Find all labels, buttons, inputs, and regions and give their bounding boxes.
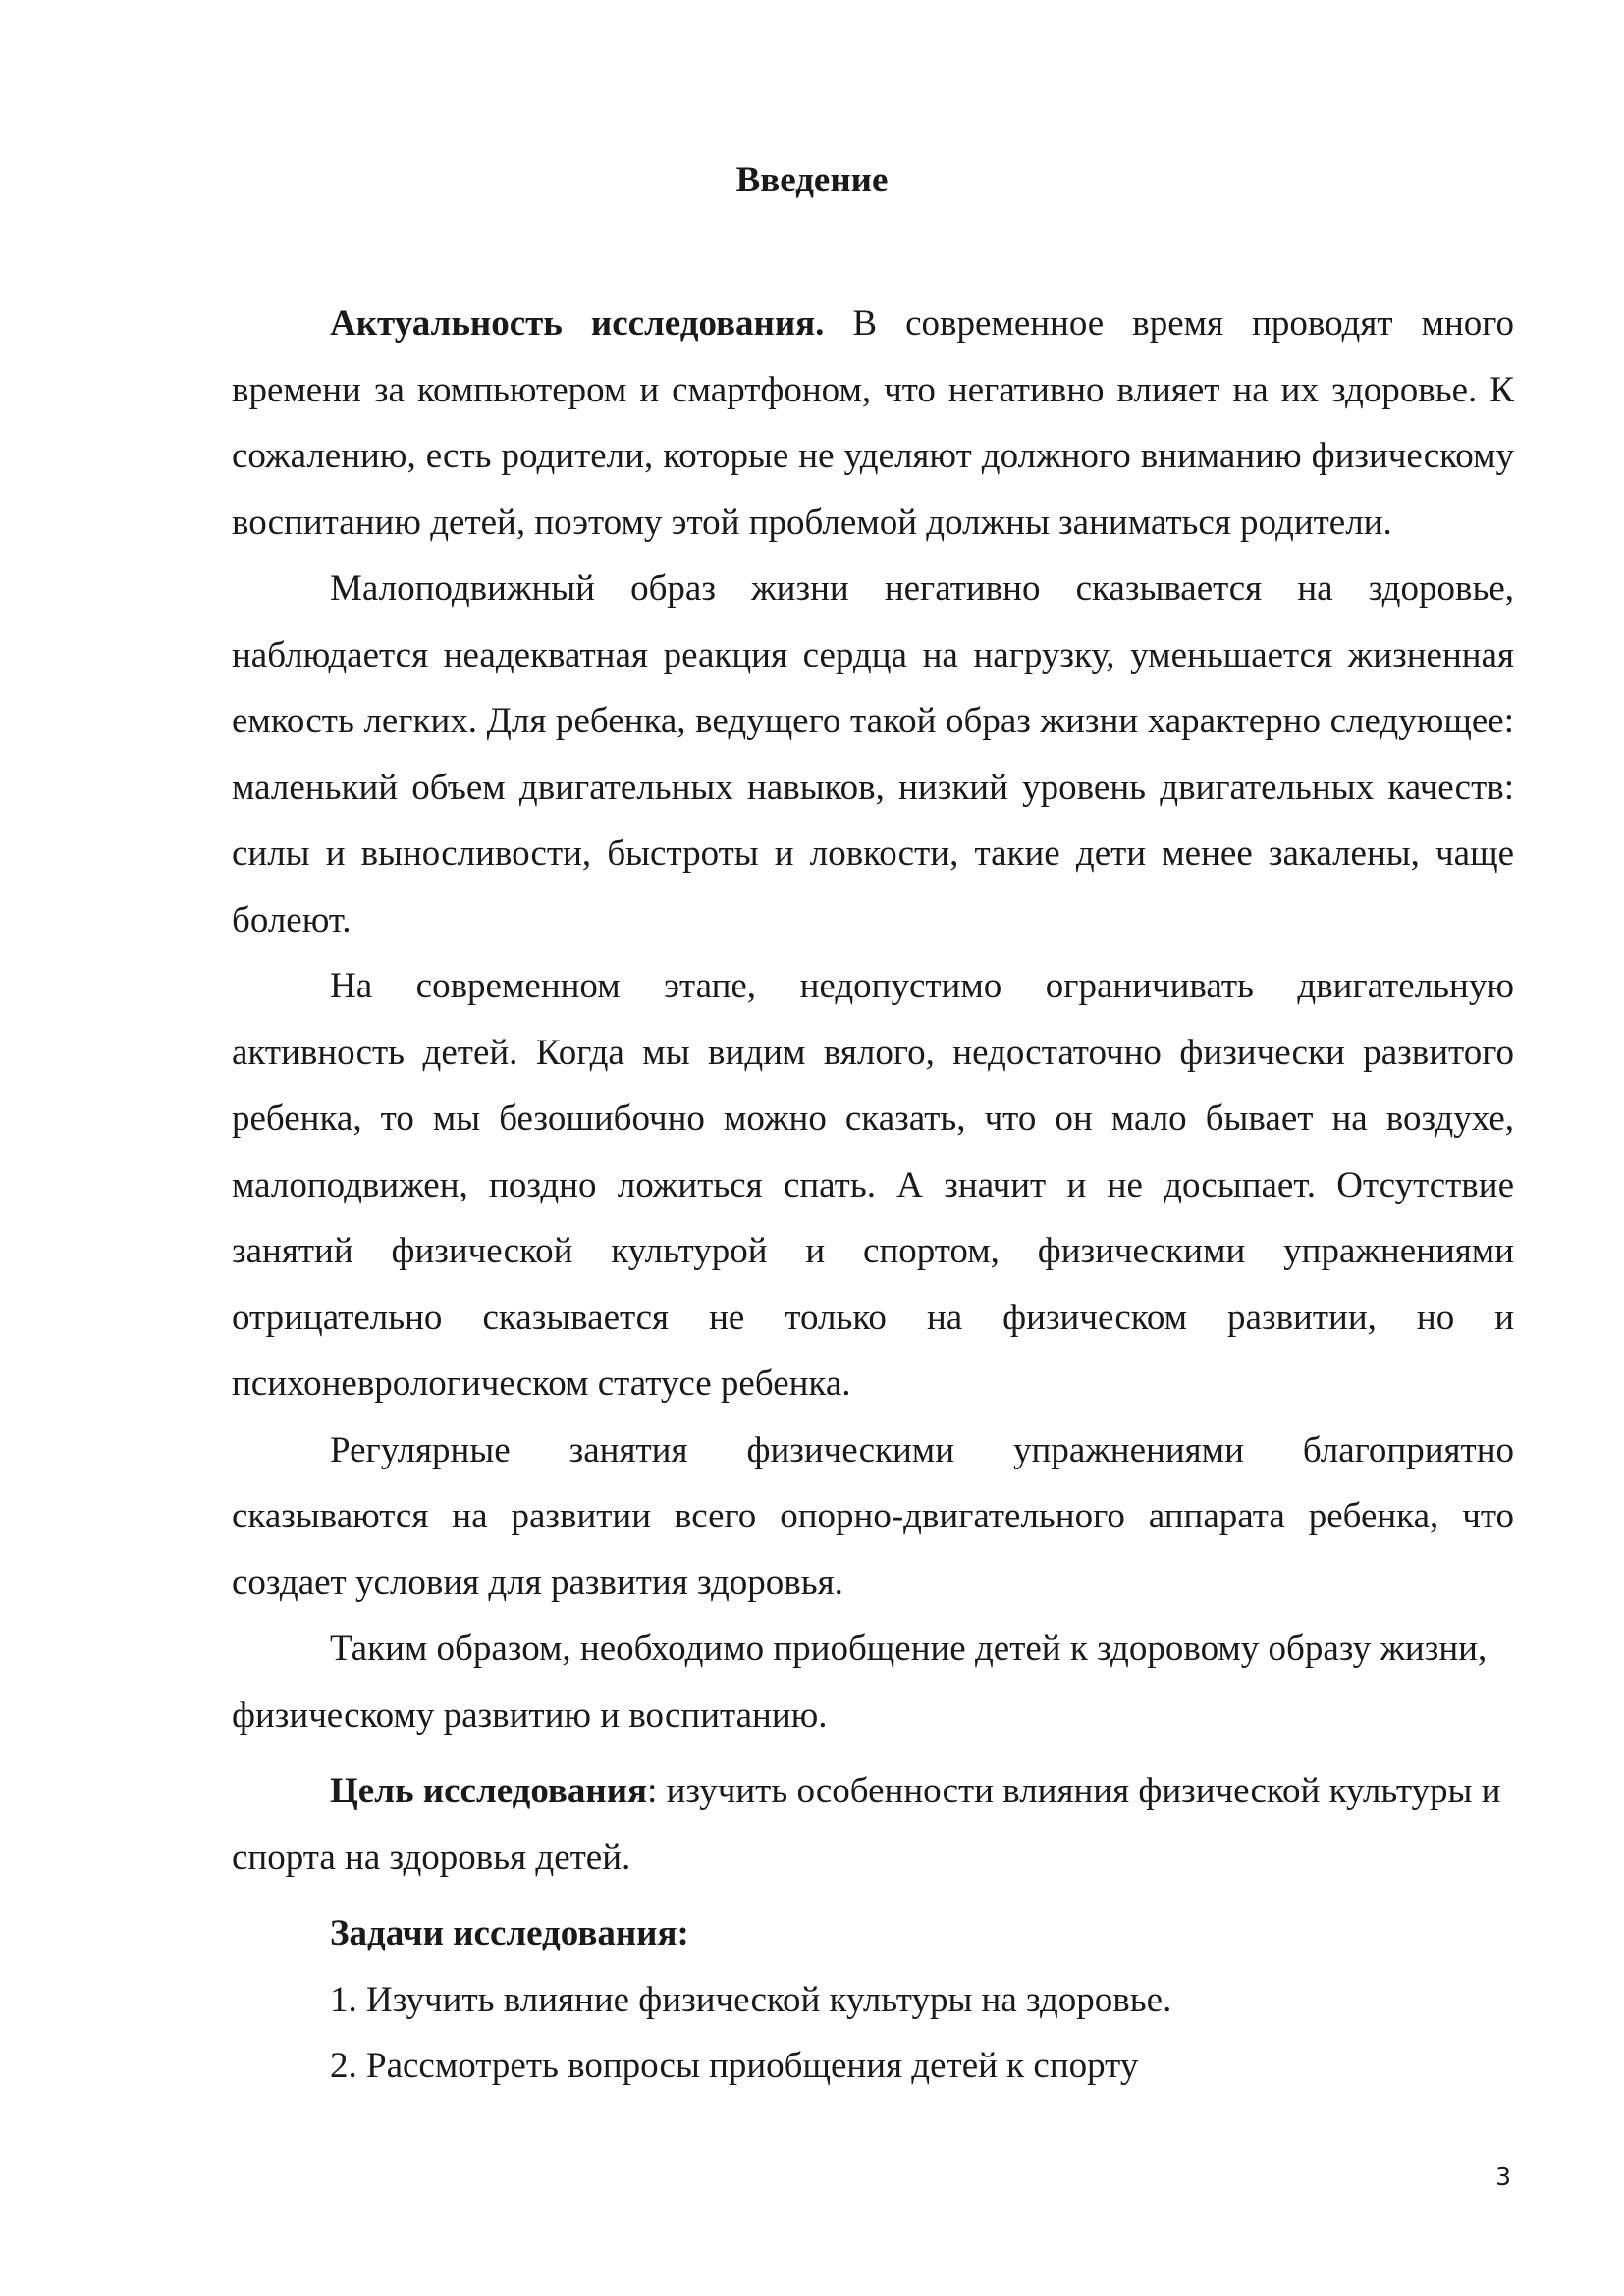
task-item-text: 1. Изучить влияние физической культуры на здоровье. (330, 1979, 1172, 2020)
goal-text: : изучить особенности влияния физической культуры и спорта на здоровья детей. (232, 1771, 1501, 1878)
paragraph-text: Таким образом, необходимо приобщение детей к здоровому образу жизни, физическому развитию и воспитанию. (232, 1629, 1488, 1735)
paragraph-sedentary (232, 556, 1514, 953)
task-item (232, 1967, 1514, 2034)
task-item-text: 2. Рассмотреть вопросы приобщения детей к спорту (330, 2046, 1139, 2086)
paragraph-regular-exercise (232, 1417, 1514, 1617)
goal-lead: Цель исследования (330, 1771, 648, 1811)
page-title: Введение (735, 160, 889, 200)
paragraph-goal (232, 1758, 1514, 1891)
paragraph-conclusion (232, 1616, 1514, 1748)
paragraph-relevance (232, 291, 1514, 556)
paragraph-modern-stage (232, 953, 1514, 1417)
tasks-heading-label: Задачи исследования: (330, 1913, 689, 1953)
paragraph-text: Малоподвижный образ жизни негативно сказывается на здоровье, наблюдается неадекватная реакция сердца на нагрузку, уменьшается жизненная емкость легких. Для ребенка, ведущего такой образ жизни характерно следующее: маленький объем двигательных навыков, низкий уровень двигательных качеств: силы и выносливости, быстроты и ловкости, такие дети менее закалены, чаще болеют. (232, 568, 1514, 940)
page-number: 3 (1495, 2163, 1511, 2191)
paragraph-text: В современное время проводят много времени за компьютером и смартфоном, что негативно влияет на их здоровье. К сожалению, есть родители, которые не уделяют должного вниманию физическому воспитанию детей, поэтому этой проблемой должны заниматься родители. (232, 303, 1515, 543)
tasks-heading (232, 1900, 1514, 1967)
paragraph-lead-relevance: Актуальность исследования. (330, 303, 825, 344)
paragraph-text: На современном этапе, недопустимо ограничивать двигательную активность детей. Когда мы видим вялого, недостаточно физически развитого ребенка, то мы безошибочно можно сказать, что он мало бывает на воздухе, малоподвижен, поздно ложиться спать. А значит и не досыпает. Отсутствие занятий физической культурой и спортом, физическими упражнениями отрицательно сказывается не только на физическом развитии, но и психоневрологическом статусе ребенка. (232, 966, 1514, 1404)
document-body (232, 291, 1514, 2100)
paragraph-text: Регулярные занятия физическими упражнениями благоприятно сказываются на развитии всего опорно-двигательного аппарата ребенка, что создает условия для развития здоровья. (232, 1429, 1514, 1603)
task-item (232, 2033, 1514, 2100)
